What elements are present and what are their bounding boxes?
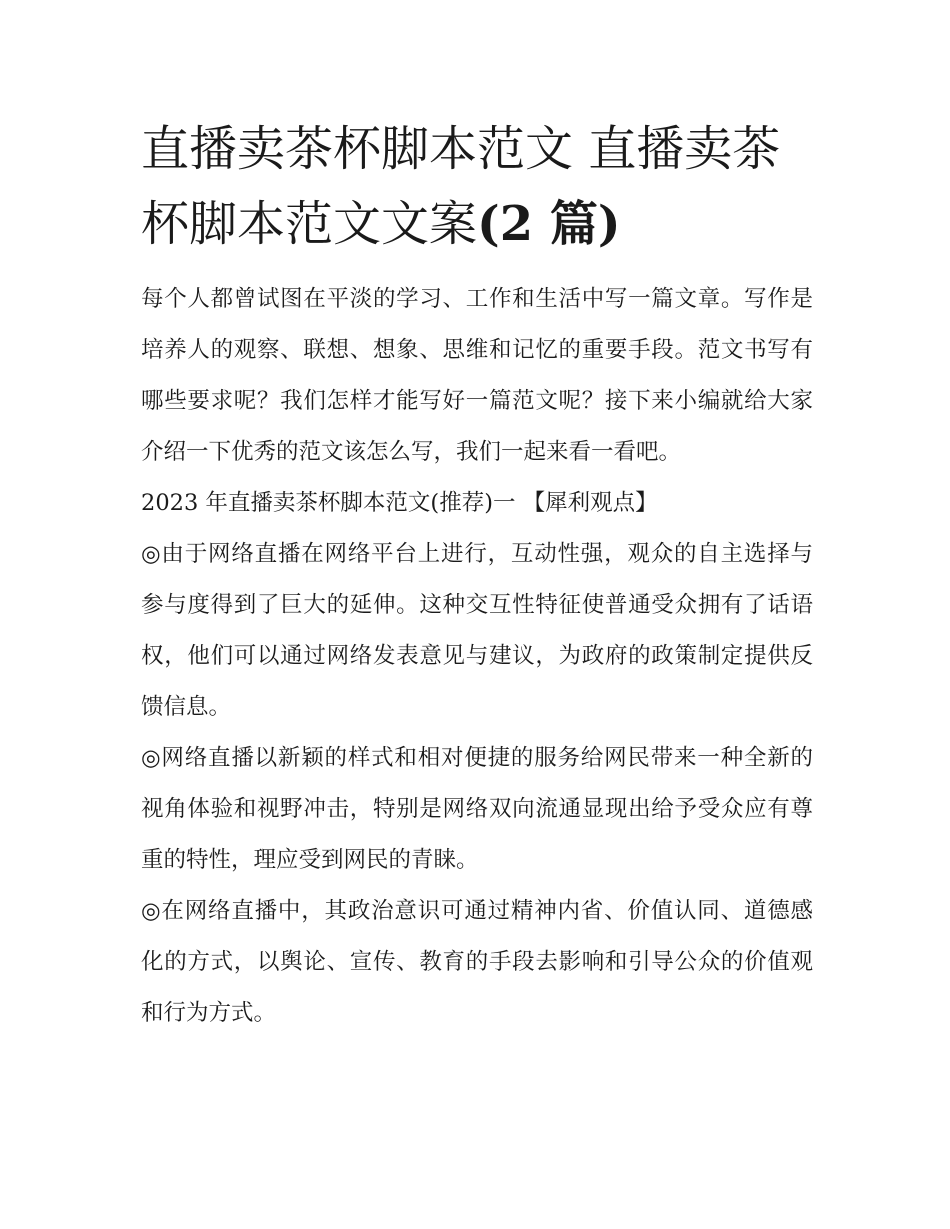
- document-title: [141, 112, 813, 262]
- document-title-main: 直播卖茶杯脚本范文 直播卖茶杯脚本范文文案: [141, 121, 781, 252]
- point-paragraph-1: ◎由于网络直播在网络平台上进行，互动性强，观众的自主选择与参与度得到了巨大的延伸。这种交互性特征使普通受众拥有了话语权，他们可以通过网络发表意见与建议，为政府的政策制定提供反馈信息。: [141, 541, 813, 720]
- point-paragraph-2: ◎网络直播以新颖的样式和相对便捷的服务给网民带来一种全新的视角体验和视野冲击，特别是网络双向流通显现出给予受众应有尊重的特性，理应受到网民的青睐。: [141, 745, 813, 873]
- intro-paragraph: 每个人都曾试图在平淡的学习、工作和生活中写一篇文章。写作是培养人的观察、联想、想象、思维和记忆的重要手段。范文书写有哪些要求呢？我们怎样才能写好一篇范文呢？接下来小编就给大家介绍一下优秀的范文该怎么写，我们一起来看一看吧。: [141, 286, 813, 465]
- section-heading: 2023 年直播卖茶杯脚本范文(推荐)一 【犀利观点】: [141, 490, 658, 516]
- document-title-suffix: (2 篇): [477, 196, 621, 252]
- document-page: [141, 112, 813, 1039]
- point-paragraph-3: ◎在网络直播中，其政治意识可通过精神内省、价值认同、道德感化的方式，以舆论、宣传、教育的手段去影响和引导公众的价值观和行为方式。: [141, 898, 813, 1026]
